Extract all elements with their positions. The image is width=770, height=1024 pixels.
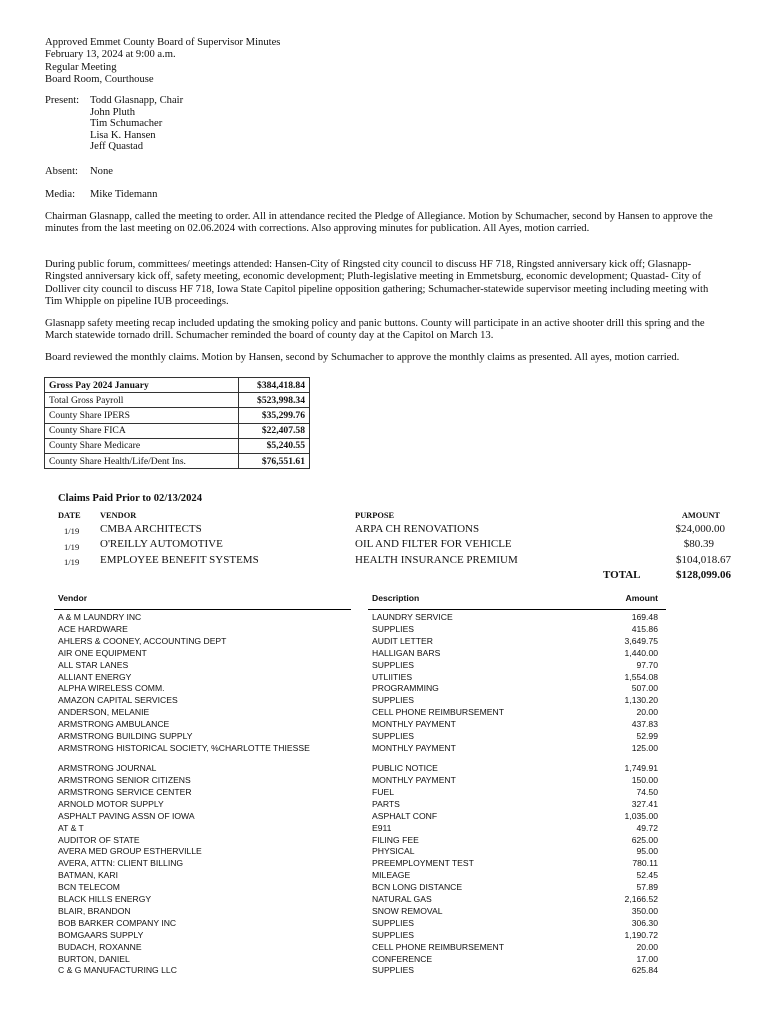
vendor-amount: 20.00 [636,941,658,952]
vendor-description: SUPPLIES [372,965,415,976]
payroll-row [45,438,310,453]
header-title: Approved Emmet County Board of Supervisor Minutes [45,37,281,48]
vendor-name: BLACK HILLS ENERGY [58,894,152,904]
vendor-amount: 97.70 [636,659,658,670]
vendor-name: ASPHALT PAVING ASSN OF IOWA [58,810,195,821]
vendor-amount: 1,554.08 [624,671,658,682]
vendor-name: AMAZON CAPITAL SERVICES [58,695,178,706]
claim-amount: $24,000.00 [675,523,725,535]
claim-amount: $104,018.67 [676,554,731,566]
payroll-row [45,423,310,438]
media-value: Mike Tidemann [90,189,158,200]
present-name: Todd Glasnapp, Chair [90,95,184,106]
present-name: Tim Schumacher [90,118,163,130]
vendor-amount: 1,190.72 [624,929,658,940]
payroll-row [45,453,310,468]
payroll-value: $5,240.55 [239,438,310,453]
vendor-amount: 57.89 [636,882,658,893]
absent-row [45,166,113,177]
vendor-description: FUEL [372,786,394,797]
vendor-name: BCN TELECOM [58,882,120,893]
vendor-amount: 625.84 [631,965,658,976]
claims-total-value: $128,099.06 [676,569,731,581]
vendor-description: FILING FEE [372,834,419,845]
vendor-name: BOMGAARS SUPPLY [58,929,144,940]
description-col-header: Description [372,593,420,603]
vendor-description: BCN LONG DISTANCE [372,882,463,893]
vendor-description: SUPPLIES [372,695,415,706]
vendor-col-header: Vendor [58,593,88,603]
minutes-paragraph: Glasnapp safety meeting recap included updating the smoking policy and panic buttons. County will participate in an active shooter drill this spring and the March statewide tornado drill. Schumacher reminded the board of county day at the Capitol on March 13. [45,318,705,342]
amount-col-header: Amount [625,593,658,603]
header-location: Board Room, Courthouse [45,74,154,86]
vendor-description: LAUNDRY SERVICE [372,612,453,622]
claims-prior-title: Claims Paid Prior to 02/13/2024 [58,493,202,504]
vendor-amount: 437.83 [631,719,658,730]
absent-label: Absent: [45,166,78,177]
vendor-amount: 415.86 [631,623,658,634]
vendor-name: ARMSTRONG AMBULANCE [58,719,170,730]
claim-vendor: O'REILLY AUTOMOTIVE [100,538,223,550]
vendor-description: PREEMPLOYMENT TEST [372,858,474,869]
vendor-name: BURTON, DANIEL [58,953,130,964]
claim-amount: $80.39 [683,538,714,550]
vendor-amount: 150.00 [631,775,658,785]
vendor-name: ARMSTRONG BUILDING SUPPLY [58,731,193,741]
vendor-name: A & M LAUNDRY INC [58,612,142,622]
vendor-name: BATMAN, KARI [58,870,119,881]
vendor-amount: 49.72 [636,822,658,833]
vendor-name: AVERA MED GROUP ESTHERVILLE [58,846,202,857]
vendor-name: ARMSTRONG JOURNAL [58,763,157,774]
media-label: Media: [45,189,76,200]
vendor-amount: 74.50 [636,786,658,797]
payroll-row [45,393,310,408]
vendor-description: MILEAGE [372,870,411,881]
vendor-amount: 1,035.00 [624,810,658,821]
vendor-name: ALLIANT ENERGY [58,671,132,682]
minutes-paragraph: Board reviewed the monthly claims. Motion by Hansen, second by Schumacher to approve the monthly claims as presented. All ayes, motion carried. [45,352,680,363]
vendor-name: AIR ONE EQUIPMENT [58,647,147,658]
vendor-description: SUPPLIES [372,929,415,940]
claims-header-purpose: PURPOSE [355,511,395,520]
claims-total-label: TOTAL [603,569,641,581]
vendor-description: SUPPLIES [372,623,415,634]
vendor-name: AT & T [58,822,84,833]
vendor-amount: 625.00 [631,834,658,845]
present-label: Present: [45,95,80,106]
vendor-amount: 1,130.20 [624,695,658,706]
vendor-description: ASPHALT CONF [372,810,438,821]
payroll-value: $523,998.34 [239,393,310,408]
vendor-description: MONTHLY PAYMENT [372,775,456,785]
claim-vendor: EMPLOYEE BENEFIT SYSTEMS [100,554,259,566]
vendor-description: CELL PHONE REIMBURSEMENT [372,707,504,718]
claims-header-amount: AMOUNT [681,511,720,520]
claim-purpose: HEALTH INSURANCE PREMIUM [355,554,518,566]
vendor-description: AUDIT LETTER [372,635,433,646]
vendor-name: AVERA, ATTN: CLIENT BILLING [58,858,184,869]
vendor-name: ARMSTRONG HISTORICAL SOCIETY, %CHARLOTTE THIESSE [58,742,310,753]
payroll-row [45,378,310,393]
vendor-amount: 507.00 [631,683,658,694]
vendor-amount: 306.30 [631,917,658,928]
minutes-paragraph: Chairman Glasnapp, called the meeting to order. All in attendance recited the Pledge of Allegiance. Motion by Schumacher, second by Hansen to approve the minutes from the last meeting on 02.06.2024 with corrections. Also approving minutes for publication. All Ayes, motion carried. [45,211,713,235]
vendor-amount: 52.99 [636,731,658,741]
payroll-label: Gross Pay 2024 January [45,378,239,393]
vendor-description: SUPPLIES [372,659,415,670]
payroll-label: County Share Health/Life/Dent Ins. [45,453,239,468]
payroll-label: County Share IPERS [45,408,239,423]
header-date: February 13, 2024 at 9:00 a.m. [45,49,176,61]
claim-date: 1/19 [64,557,80,567]
vendor-name: C & G MANUFACTURING LLC [58,965,177,976]
payroll-label: County Share FICA [45,423,239,438]
payroll-label: County Share Medicare [45,438,239,453]
vendor-description: CONFERENCE [372,953,433,964]
claims-header-vendor: VENDOR [100,511,137,520]
vendor-name: AUDITOR OF STATE [58,834,140,845]
vendor-name: ACE HARDWARE [58,623,128,634]
claim-purpose: OIL AND FILTER FOR VEHICLE [355,538,512,550]
vendor-name: BLAIR, BRANDON [58,905,131,916]
vendor-name: BUDACH, ROXANNE [58,941,142,952]
payroll-row [45,408,310,423]
header-meeting-type: Regular Meeting [45,61,117,73]
vendor-description: UTLIITIES [372,671,413,682]
vendor-amount: 3,649.75 [624,635,658,646]
vendor-amount: 20.00 [636,707,658,718]
vendor-description: CELL PHONE REIMBURSEMENT [372,941,504,952]
vendor-description: PARTS [372,798,400,809]
vendor-name: BOB BARKER COMPANY INC [58,917,177,928]
claim-vendor: CMBA ARCHITECTS [100,523,202,535]
vendor-description: PROGRAMMING [372,683,439,694]
vendor-amount: 327.41 [631,798,658,809]
vendor-amount: 125.00 [631,742,658,753]
document-header [45,37,280,87]
vendor-description: HALLIGAN BARS [372,647,441,658]
claim-purpose: ARPA CH RENOVATIONS [355,523,480,535]
vendor-description: MONTHLY PAYMENT [372,719,456,730]
claim-date: 1/19 [64,542,80,552]
vendor-name: ARMSTRONG SENIOR CITIZENS [58,775,191,785]
vendor-name: ARNOLD MOTOR SUPPLY [58,798,164,809]
vendor-name: AHLERS & COONEY, ACCOUNTING DEPT [58,635,227,646]
vendor-description: NATURAL GAS [372,894,432,904]
vendor-amount: 1,440.00 [624,647,658,658]
vendor-description: PHYSICAL [372,846,415,857]
payroll-label: Total Gross Payroll [45,393,239,408]
description-header-rule [368,609,666,610]
vendor-description: SUPPLIES [372,917,415,928]
vendor-name: ALL STAR LANES [58,659,129,670]
vendor-description: SUPPLIES [372,731,415,741]
vendor-amount: 52.45 [636,870,658,881]
absent-value: None [90,166,113,177]
present-name: John Pluth [90,106,136,118]
payroll-table [44,377,310,469]
vendor-name: ANDERSON, MELANIE [58,707,150,718]
claims-header-date: DATE [58,511,81,520]
vendor-description: E911 [372,822,392,833]
payroll-value: $22,407.58 [239,423,310,438]
claim-date: 1/19 [64,526,80,536]
vendor-description: PUBLIC NOTICE [372,763,438,774]
minutes-paragraph: During public forum, committees/ meetings attended: Hansen-City of Ringsted city council to discuss HF 718, Ringsted anniversary kick off; Glasnapp-Ringsted anniversary kick off, safety meeting, economic development; Pluth-legislative meeting in Emmetsburg, economic development; Quastad- City of Dolliver city council to discuss HF 718, Iowa State Capitol pipeline opposition gathering; Schumacher-statewide supervisor meeting including meeting with Tim Whipple on pipeline IUB proceedings. [45,259,709,308]
vendor-header-rule [54,609,351,610]
vendor-amount: 169.48 [631,612,658,622]
vendor-amount: 1,749.91 [624,763,658,774]
media-row [45,189,158,200]
vendor-amount: 17.00 [636,953,658,964]
vendor-amount: 2,166.52 [624,894,658,904]
payroll-value: $384,418.84 [239,378,310,393]
payroll-value: $35,299.76 [239,408,310,423]
vendor-name: ALPHA WIRELESS COMM. [58,683,165,694]
present-name: Lisa K. Hansen [90,129,156,141]
vendor-amount: 350.00 [631,905,658,916]
payroll-value: $76,551.61 [239,453,310,468]
present-name: Jeff Quastad [90,141,144,153]
vendor-amount: 780.11 [632,858,658,869]
vendor-description: SNOW REMOVAL [372,905,443,916]
vendor-description: MONTHLY PAYMENT [372,742,456,753]
vendor-amount: 95.00 [636,846,658,857]
vendor-name: ARMSTRONG SERVICE CENTER [58,786,192,797]
